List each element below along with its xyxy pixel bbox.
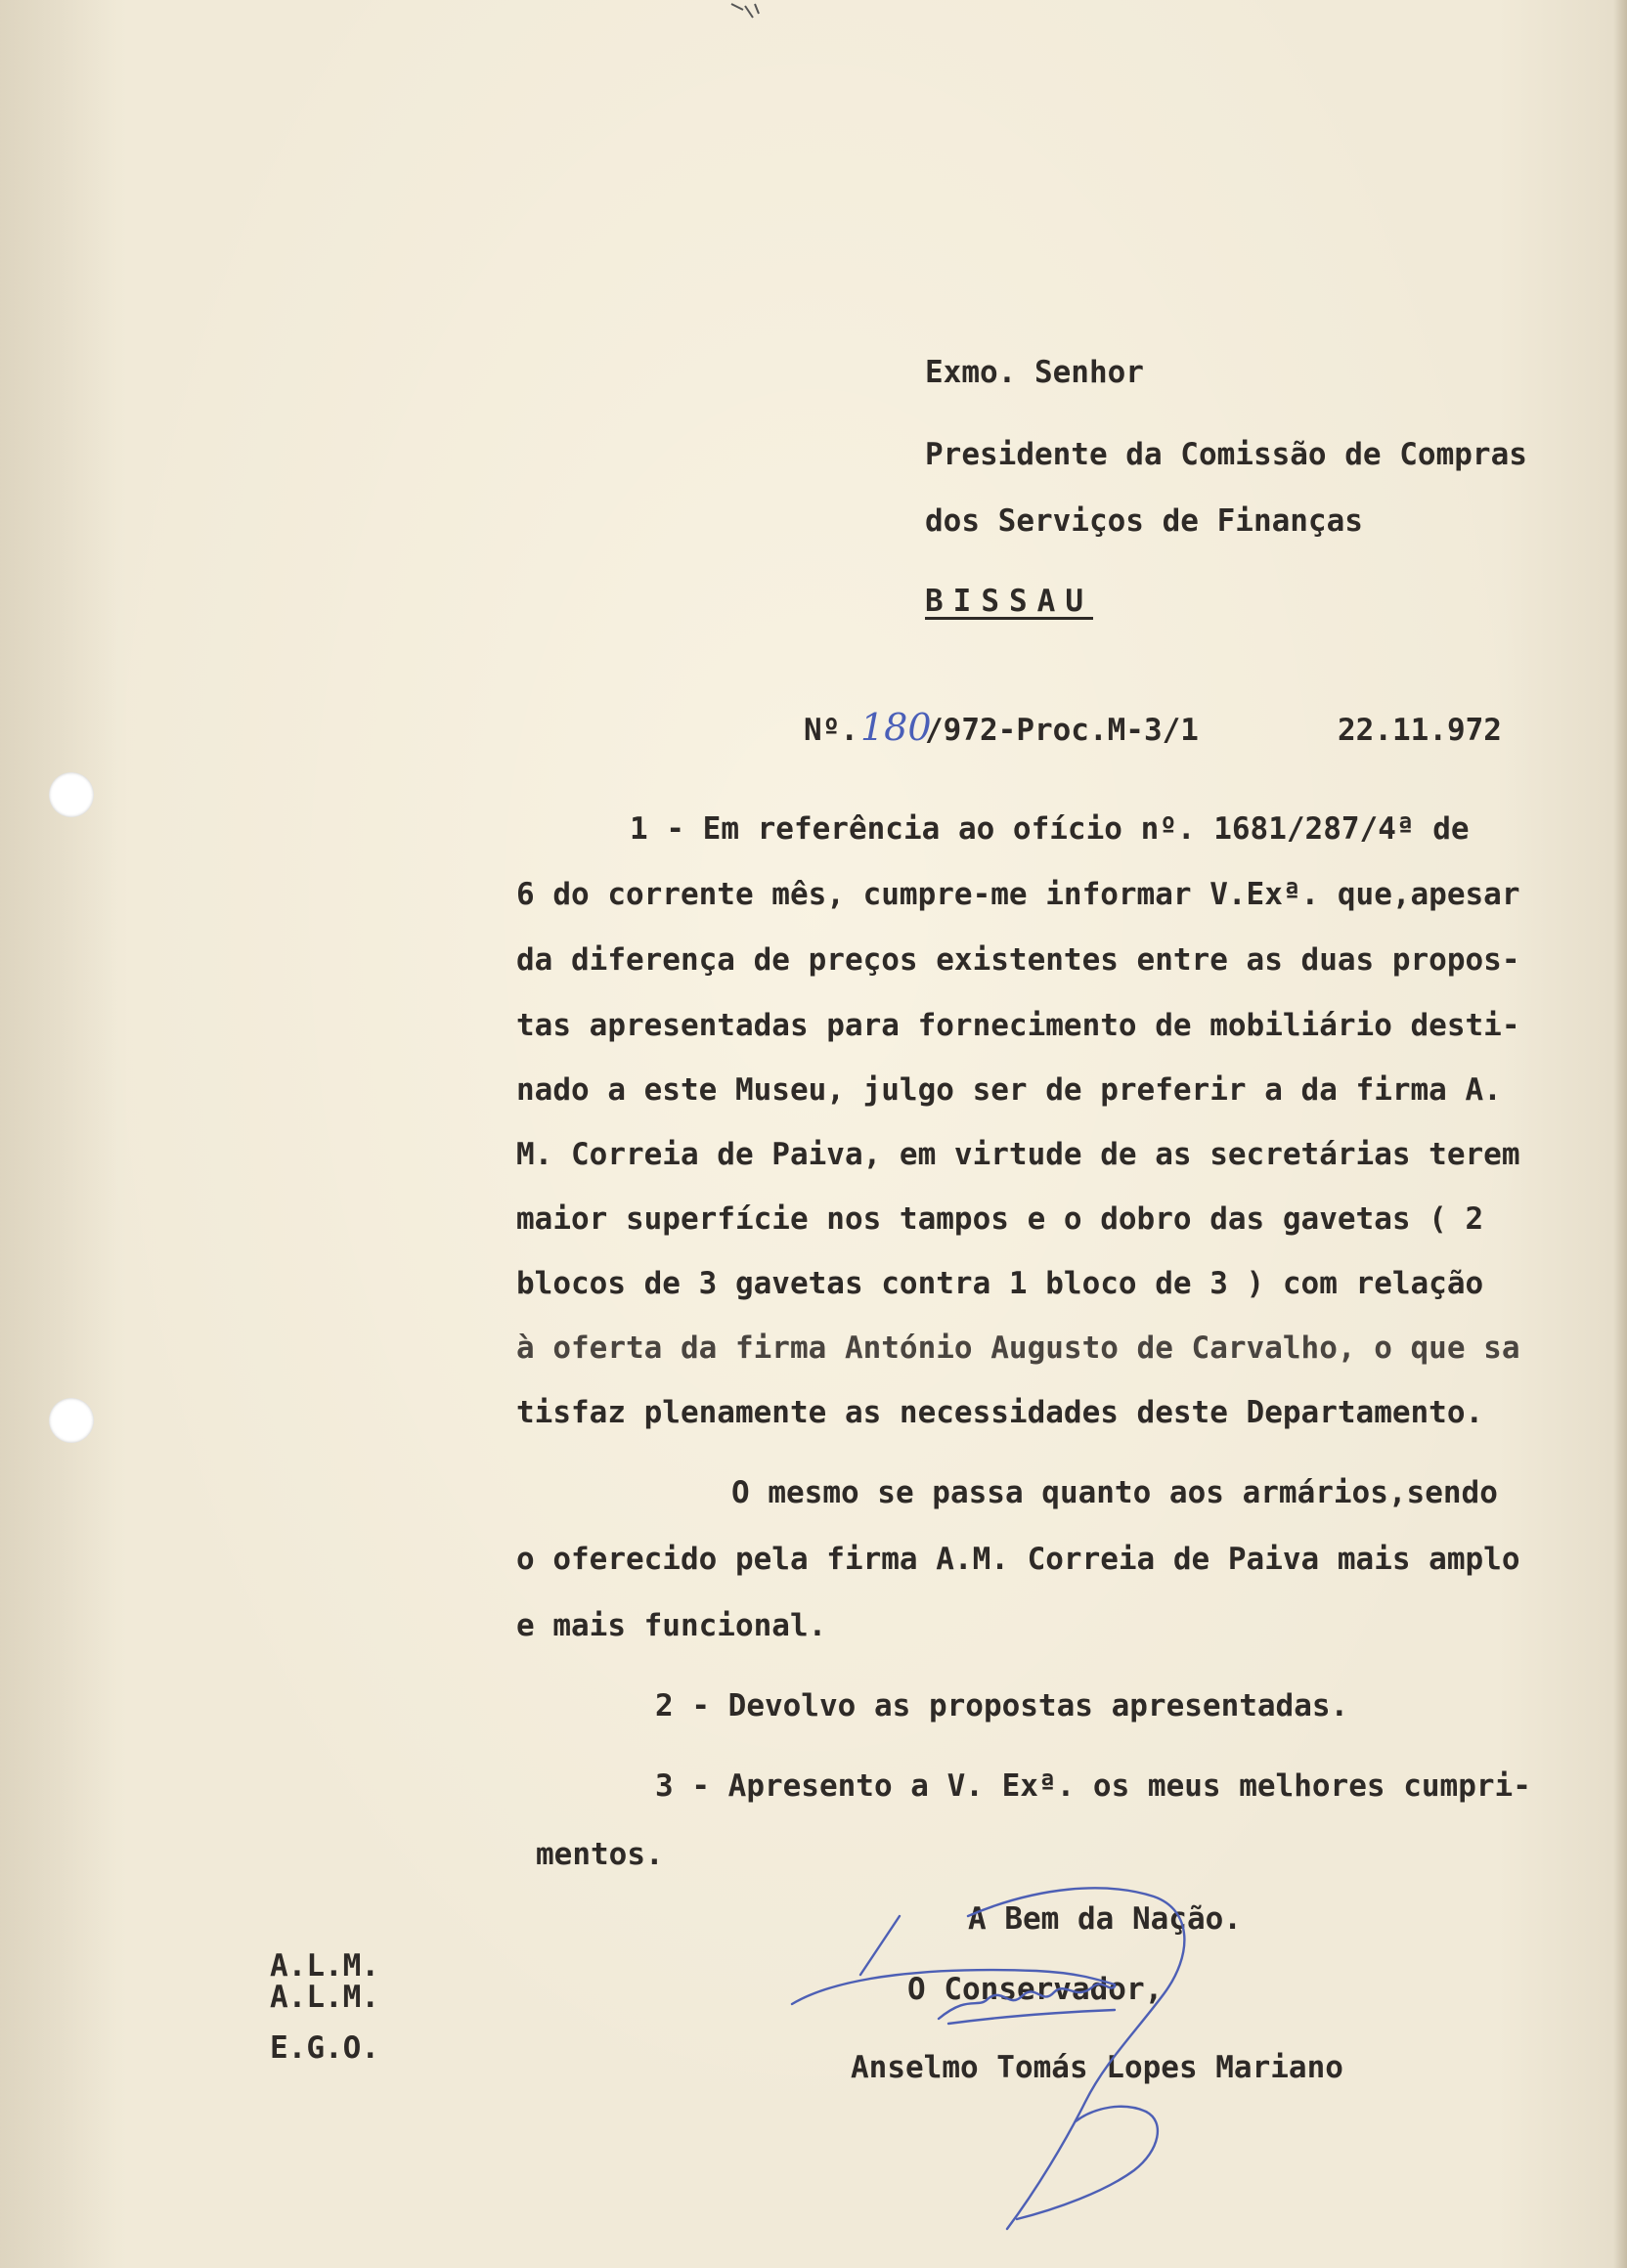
body-line: 6 do corrente mês, cumpre-me informar V.Exª. que,apesar [516,877,1520,912]
reference-handwritten-number: 180 [860,706,932,749]
closing-role: O Conservador, [907,1972,1164,2007]
body-line: e mais funcional. [516,1608,827,1643]
item-3-continuation: mentos. [536,1837,664,1872]
body-line: tas apresentadas para fornecimento de mobiliário desti- [516,1008,1520,1043]
paper-right-edge [1613,0,1627,2268]
recipient-salutation: Exmo. Senhor [925,355,1144,390]
body-line: 1 - Em referência ao ofício nº. 1681/287/4ª de [630,811,1470,847]
handwritten-signature [782,1877,1330,2248]
punch-hole-bottom [49,1398,94,1443]
punch-hole-top [49,772,94,817]
reference-prefix: Nº. [804,713,858,748]
item-3: 3 - Apresento a V. Exª. os meus melhores cumpri- [655,1768,1531,1804]
signatory-name: Anselmo Tomás Lopes Mariano [851,2050,1343,2085]
item-2: 2 - Devolvo as propostas apresentadas. [655,1688,1349,1723]
recipient-title-line2: dos Serviços de Finanças [925,503,1363,539]
body-line: M. Correia de Paiva, em virtude de as secretárias terem [516,1137,1520,1172]
initials-line: A.L.M. [270,1980,379,2015]
reference-date: 22.11.972 [1338,713,1502,748]
body-line: blocos de 3 gavetas contra 1 bloco de 3 ) com relação [516,1266,1484,1301]
body-line: à oferta da firma António Augusto de Carvalho, o que sa [516,1330,1520,1366]
recipient-city: BISSAU [925,584,1093,619]
staple-mark [724,0,782,29]
initials-line: A.L.M. [270,1948,379,1984]
body-line: nado a este Museu, julgo ser de preferir a da firma A. [516,1072,1502,1108]
body-line: maior superfície nos tampos e o dobro das gavetas ( 2 [516,1201,1484,1237]
recipient-title-line1: Presidente da Comissão de Compras [925,437,1527,472]
closing-formula: A Bem da Nação. [968,1901,1242,1937]
body-line: da diferença de preços existentes entre as duas propos- [516,942,1520,978]
body-line: O mesmo se passa quanto aos armários,sendo [731,1475,1498,1510]
reference-suffix: /972-Proc.M-3/1 [925,713,1199,748]
initials-line: E.G.O. [270,2030,379,2066]
paper-left-strip [0,0,117,2268]
body-line: tisfaz plenamente as necessidades deste Departamento. [516,1395,1484,1430]
body-line: o oferecido pela firma A.M. Correia de Paiva mais amplo [516,1542,1520,1577]
